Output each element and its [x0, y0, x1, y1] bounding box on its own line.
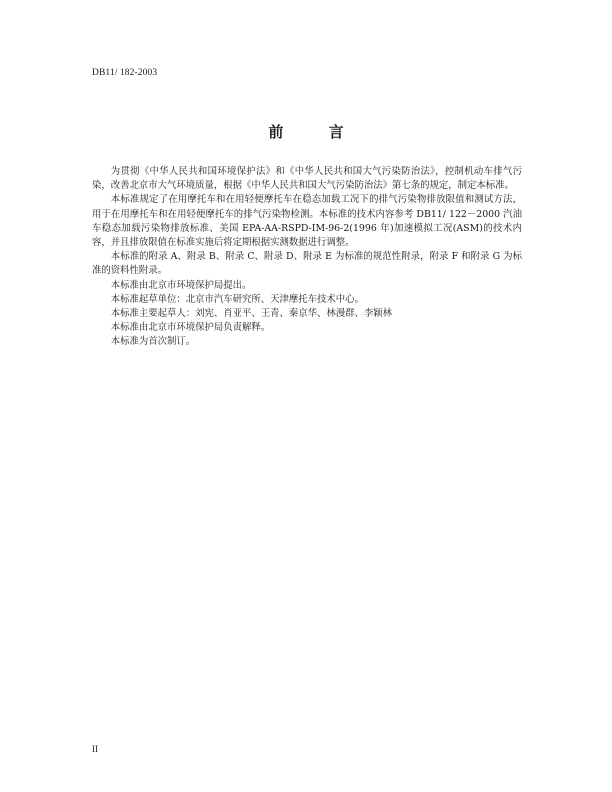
paragraph-interpretation: 本标准由北京市环境保护局负责解释。: [110, 322, 271, 334]
paragraph-first-issue: 本标准为首次制订。: [110, 336, 196, 348]
document-code: DB11/ 182-2003: [92, 68, 158, 78]
preface-body: [92, 165, 522, 350]
section-title: 前 言: [268, 123, 364, 141]
paragraph-scope: 本标准规定了在用摩托车和在用轻便摩托车在稳态加载工况下的排气污染物排放限值和测试方法，用于在用摩托车和在用轻便摩托车的排气污染物检测。本标准的技术内容参考 DB11/ 122－2000 汽油车稳态加载污染物排放标准、美国 EPA-AA-RSPD-IM-96-2(1996 年)加速模拟工况(ASM)的技术内容，并且排放限值在标准实施后将定期根据实测数据进行调整。: [92, 194, 522, 249]
paragraph-drafters: 本标准主要起草人：刘宪、肖亚平、王青、秦京华、林漫群、李颖林: [110, 308, 393, 320]
paragraph-appendices: 本标准的附录 A、附录 B、附录 C、附录 D、附录 E 为标准的规范性附录，附录 F 和附录 G 为标准的资料性附录。: [92, 251, 522, 277]
paragraph-purpose: 为贯彻《中华人民共和国环境保护法》和《中华人民共和国大气污染防治法》，控制机动车排气污染，改善北京市大气环境质量，根据《中华人民共和国大气污染防治法》第七条的规定，制定本标准。: [92, 166, 522, 192]
page-number: II: [92, 744, 98, 754]
paragraph-proposer: 本标准由北京市环境保护局提出。: [110, 279, 252, 291]
paragraph-drafting-units: 本标准起草单位：北京市汽车研究所、天津摩托车技术中心。: [110, 293, 364, 305]
